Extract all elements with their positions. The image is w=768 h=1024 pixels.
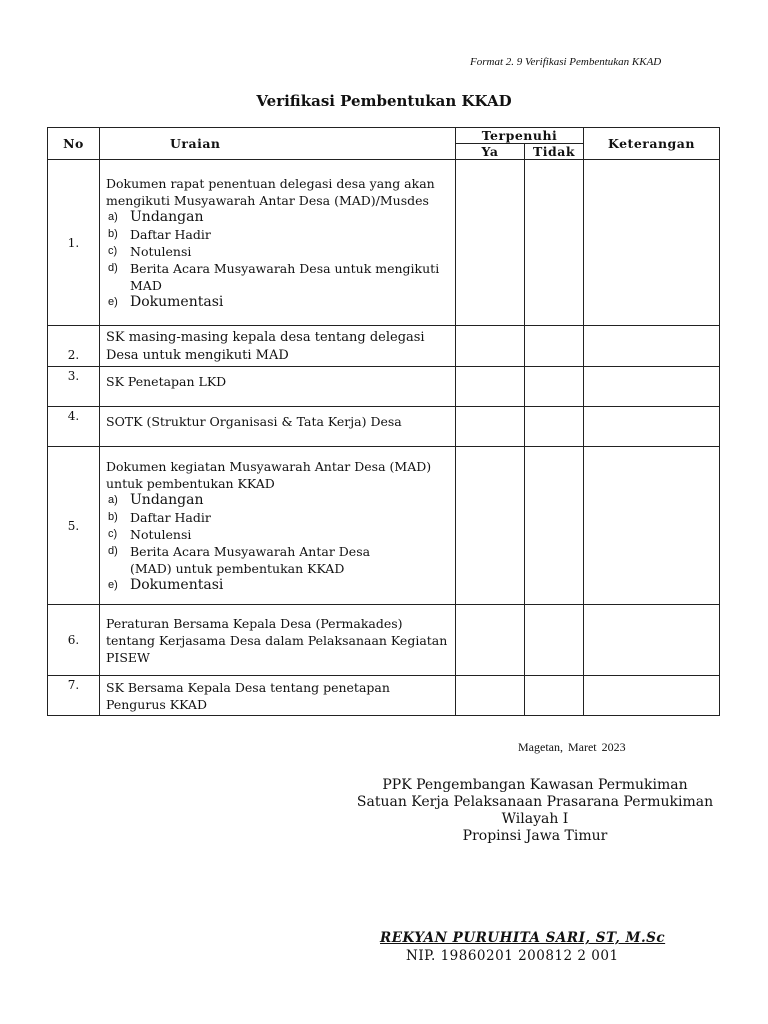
place-date: Magetan, Maret 2023	[518, 740, 626, 754]
signer-nip: NIP. 19860201 200812 2 001	[406, 948, 619, 964]
row-number: 1.	[48, 160, 100, 326]
signer-name: REKYAN PURUHITA SARI, ST, M.Sc	[380, 930, 666, 946]
document-title: Verifikasi Pembentukan KKAD	[256, 92, 512, 110]
list-item: c) Notulensi	[108, 526, 192, 542]
row-number: 6.	[48, 605, 100, 676]
row-description: SK Bersama Kepala Desa tentang penetapan Pengurus KKAD	[100, 676, 456, 716]
ya-cell[interactable]	[456, 326, 525, 367]
table-row	[48, 447, 720, 605]
header-terpenuhi: Terpenuhi	[456, 128, 584, 144]
tidak-cell[interactable]	[525, 447, 584, 605]
row-description	[100, 160, 456, 326]
header-keterangan: Keterangan	[584, 128, 720, 160]
keterangan-cell[interactable]	[584, 160, 720, 326]
keterangan-cell[interactable]	[584, 676, 720, 716]
table-row	[48, 367, 720, 407]
table-header-row	[48, 128, 720, 144]
org-line-3: Wilayah I	[501, 811, 569, 827]
list-item: d) Berita Acara Musyawarah Antar Desa	[108, 543, 371, 559]
list-item: d) Berita Acara Musyawarah Desa untuk mengikuti MAD	[108, 260, 440, 293]
tidak-cell[interactable]	[525, 326, 584, 367]
header-no: No	[48, 128, 100, 160]
table-row	[48, 326, 720, 367]
ya-cell[interactable]	[456, 160, 525, 326]
row-number: 3.	[48, 367, 100, 407]
header-uraian: Uraian	[100, 128, 456, 160]
list-item: b) Daftar Hadir	[108, 509, 211, 525]
keterangan-cell[interactable]	[584, 326, 720, 367]
keterangan-cell[interactable]	[584, 447, 720, 605]
keterangan-cell[interactable]	[584, 407, 720, 447]
table-row	[48, 676, 720, 716]
list-item: e) Dokumentasi	[108, 576, 224, 593]
row-description: SOTK (Struktur Organisasi & Tata Kerja) Desa	[100, 407, 456, 447]
row-number: 4.	[48, 407, 100, 447]
row-number: 5.	[48, 447, 100, 605]
sub-item-list	[106, 209, 449, 311]
header-tidak: Tidak	[525, 144, 584, 160]
list-item: (MAD) untuk pembentukan KKAD	[130, 560, 345, 576]
row-description: Peraturan Bersama Kepala Desa (Permakades) tentang Kerjasama Desa dalam Pelaksanaan Kegiatan PISEW	[100, 605, 456, 676]
list-item: a) Undangan	[108, 208, 204, 225]
tidak-cell[interactable]	[525, 605, 584, 676]
keterangan-cell[interactable]	[584, 367, 720, 407]
keterangan-cell[interactable]	[584, 605, 720, 676]
row-number: 2.	[48, 326, 100, 367]
tidak-cell[interactable]	[525, 676, 584, 716]
ya-cell[interactable]	[456, 447, 525, 605]
list-item: e) Dokumentasi	[108, 293, 224, 310]
tidak-cell[interactable]	[525, 367, 584, 407]
list-item: a) Undangan	[108, 491, 204, 508]
verification-table	[47, 127, 720, 716]
tidak-cell[interactable]	[525, 407, 584, 447]
list-item: c) Notulensi	[108, 243, 192, 259]
header-ya: Ya	[456, 144, 525, 160]
row-intro: Dokumen rapat penentuan delegasi desa yang akan mengikuti Musyawarah Antar Desa (MAD)/Musdes	[106, 175, 435, 208]
format-note: Format 2. 9 Verifikasi Pembentukan KKAD	[470, 56, 662, 68]
table-row	[48, 605, 720, 676]
ya-cell[interactable]	[456, 407, 525, 447]
sub-item-list	[106, 492, 449, 594]
org-line-1: PPK Pengembangan Kawasan Permukiman	[382, 777, 688, 793]
row-intro: Dokumen kegiatan Musyawarah Antar Desa (MAD) untuk pembentukan KKAD	[106, 458, 432, 491]
list-item: b) Daftar Hadir	[108, 226, 211, 242]
ya-cell[interactable]	[456, 676, 525, 716]
row-description: SK masing-masing kepala desa tentang delegasi Desa untuk mengikuti MAD	[100, 326, 456, 367]
row-description: SK Penetapan LKD	[100, 367, 456, 407]
tidak-cell[interactable]	[525, 160, 584, 326]
table-row	[48, 160, 720, 326]
row-description	[100, 447, 456, 605]
ya-cell[interactable]	[456, 605, 525, 676]
ya-cell[interactable]	[456, 367, 525, 407]
row-number: 7.	[48, 676, 100, 716]
table-row	[48, 407, 720, 447]
org-line-4: Propinsi Jawa Timur	[462, 828, 608, 844]
org-line-2: Satuan Kerja Pelaksanaan Prasarana Permukiman	[356, 794, 714, 810]
